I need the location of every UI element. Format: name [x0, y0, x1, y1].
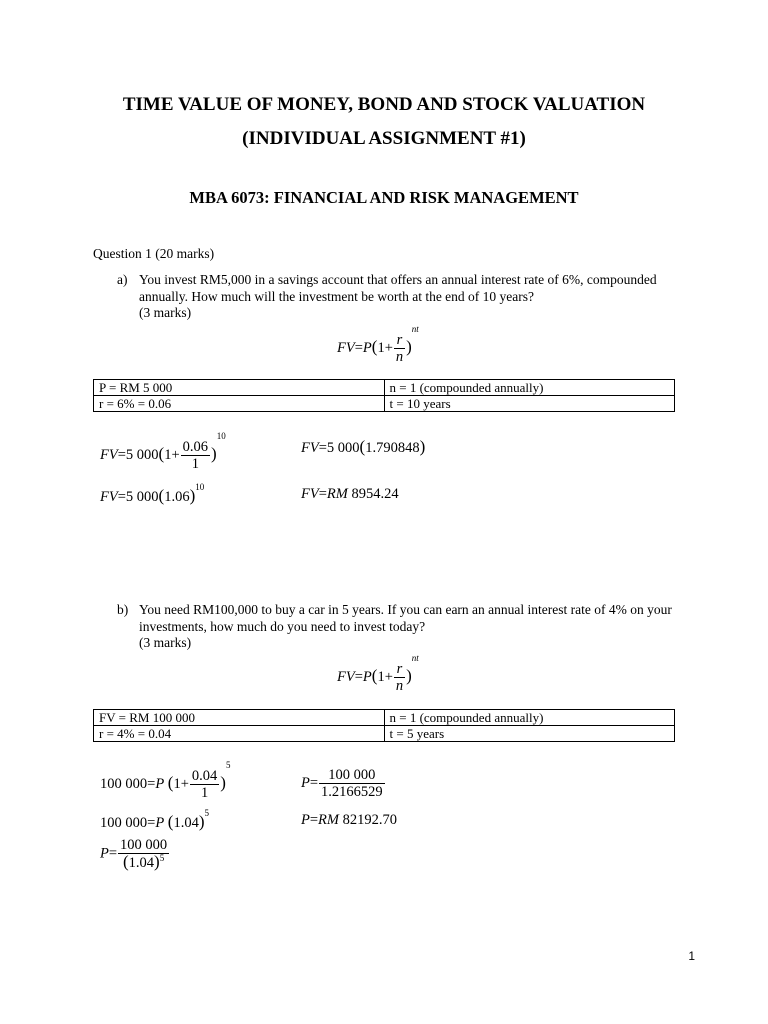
- table-row: [94, 380, 675, 396]
- fv-formula-a: FV=P(1+ $\frac{r}{n}$ )$^{nt}$: [337, 324, 419, 365]
- table-cell: t = 10 years: [384, 396, 675, 412]
- part-a-answer: FV=RM 8954.24: [301, 486, 399, 502]
- fv-formula-b: FV=P(1+ $\frac{r}{n}$ )$^{nt}$: [337, 653, 419, 694]
- part-b-step3: P= $\frac{100 000}{(1.04)^5}$: [100, 837, 168, 871]
- part-a-marks: (3 marks): [139, 305, 192, 320]
- part-b-step1: 100 000=P (1+ $\frac{0.04}{1}$ )$^5$: [100, 760, 231, 801]
- part-b-step2: 100 000=P $(1.04)^5$: [100, 808, 210, 831]
- course-title: MBA 6073: FINANCIAL AND RISK MANAGEMENT: [189, 188, 579, 207]
- question-part-b: [117, 602, 677, 654]
- page-number: 1: [688, 949, 695, 963]
- doc-title-line1: TIME VALUE OF MONEY, BOND AND STOCK VALUATION: [122, 94, 646, 115]
- table-cell: FV = RM 100 000: [94, 710, 385, 726]
- part-b-text: You need RM100,000 to buy a car in 5 years. If you can earn an annual interest rate of 4% on your investments, how much do you need to invest today?: [139, 602, 672, 634]
- part-b-letter: b): [117, 602, 129, 617]
- part-a-step3: FV=5 000(1.790848): [301, 437, 426, 456]
- question-heading: Question 1 (20 marks): [93, 246, 215, 261]
- part-b-marks: (3 marks): [139, 635, 192, 650]
- doc-title-line2: (INDIVIDUAL ASSIGNMENT #1): [242, 128, 526, 149]
- table-row: [94, 710, 675, 726]
- table-row: [94, 396, 675, 412]
- question-part-a: [117, 272, 677, 324]
- table-cell: r = 6% = 0.06: [94, 396, 385, 412]
- part-a-text: You invest RM5,000 in a savings account that offers an annual interest rate of 6%, compounded annually. How much will the investment be worth at the end of 10 years?: [139, 272, 657, 304]
- part-b-step4: P= $\frac{100 000}{1.2166529}$: [301, 767, 383, 800]
- part-a-step1: FV=5 000(1+ $\frac{0.06}{1}$ )$^{10}$: [100, 431, 226, 472]
- part-a-letter: a): [117, 272, 128, 287]
- table-cell: n = 1 (compounded annually): [384, 710, 675, 726]
- variables-table-a: [93, 379, 675, 412]
- table-cell: n = 1 (compounded annually): [384, 380, 675, 396]
- table-cell: t = 5 years: [384, 726, 675, 742]
- variables-table-b: [93, 709, 675, 742]
- part-a-step2: FV=5 $000(1.06)^{10}$: [100, 482, 205, 505]
- table-cell: r = 4% = 0.04: [94, 726, 385, 742]
- table-cell: P = RM 5 000: [94, 380, 385, 396]
- part-b-answer: P=RM 82192.70: [301, 812, 397, 828]
- table-row: [94, 726, 675, 742]
